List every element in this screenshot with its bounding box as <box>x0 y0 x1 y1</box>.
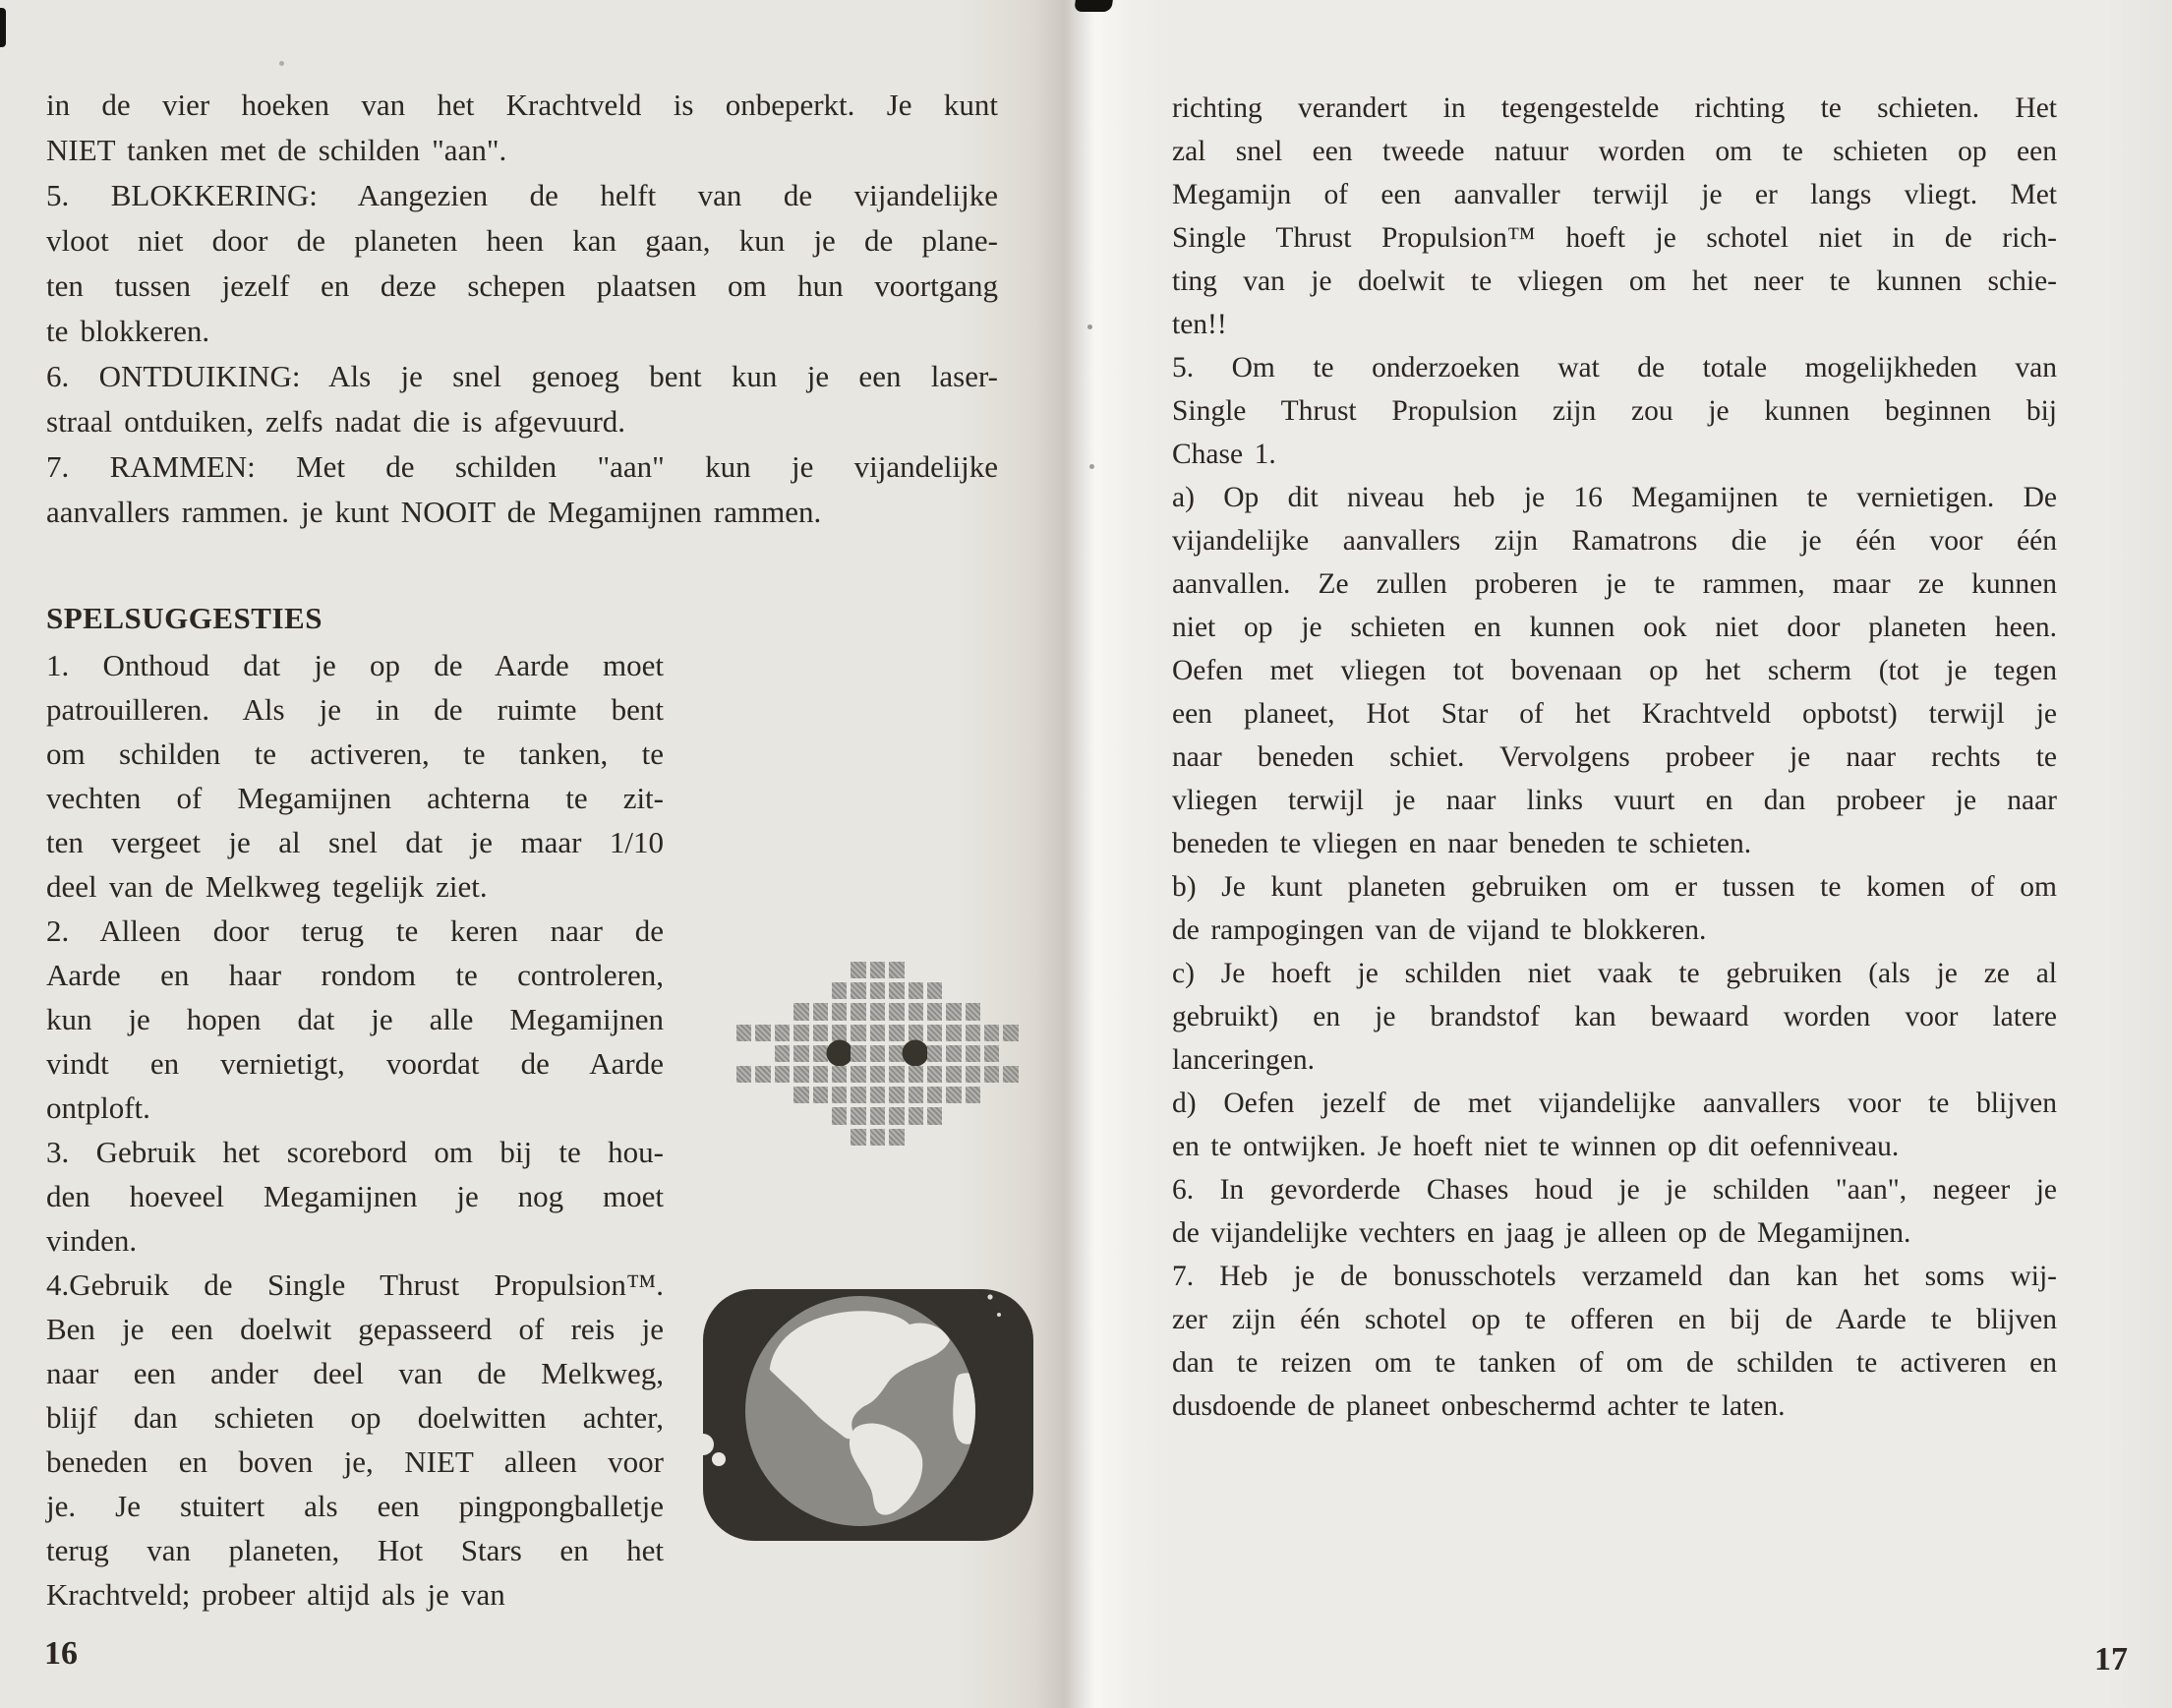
text-line: ten vergeet je al snel dat je maar 1/10 <box>46 825 664 859</box>
text-line: terug van planeten, Hot Stars en het <box>46 1533 664 1567</box>
text-line: Single Thrust Propulsion™ hoeft je schotel niet in de rich- <box>1172 222 2057 254</box>
text-line: dan te reizen om te tanken of om de schilden te activeren en <box>1172 1347 2057 1379</box>
text-line: ten!! <box>1172 309 1227 340</box>
text-line: en te ontwijken. Je hoeft niet te winnen op dit oefenniveau. <box>1172 1131 1900 1162</box>
scan-artifact-spine-mark <box>1074 0 1113 12</box>
text-line: b) Je kunt planeten gebruiken om er tussen te komen of om <box>1172 871 2057 903</box>
text-line: Oefen met vliegen tot bovenaan op het scherm (tot je tegen <box>1172 655 2057 686</box>
text-line: vechten of Megamijnen achterna te zit- <box>46 781 664 815</box>
text-line: Krachtveld; probeer altijd als je van <box>46 1577 505 1612</box>
text-line: straal ontduiken, zelfs nadat die is afgevuurd. <box>46 404 626 439</box>
text-line: 7. Heb je de bonusschotels verzameld dan kan het soms wij- <box>1172 1261 2057 1292</box>
text-line: vijandelijke aanvallers zijn Ramatrons die je één voor één <box>1172 525 2057 557</box>
earth-tv-figure <box>701 1281 1035 1547</box>
text-line: in de vier hoeken van het Krachtveld is onbeperkt. Je kunt <box>46 88 998 122</box>
text-line: 3. Gebruik het scorebord om bij te hou- <box>46 1135 664 1169</box>
earth-on-tv-screen <box>701 1281 1035 1547</box>
text-line: ten tussen jezelf en deze schepen plaatsen om hun voortgang <box>46 268 998 303</box>
text-line: Ben je een doelwit gepasseerd of reis je <box>46 1312 664 1346</box>
scan-curl-artifact <box>712 1452 726 1466</box>
section-heading: SPELSUGGESTIES <box>46 601 323 635</box>
text-line: ting van je doelwit te vliegen om het neer te kunnen schie- <box>1172 265 2057 297</box>
text-line: kun je hopen dat je alle Megamijnen <box>46 1002 664 1036</box>
tips-paragraphs <box>46 643 664 1617</box>
text-line: aanvallers rammen. je kunt NOOIT de Megamijnen rammen. <box>46 495 822 529</box>
text-line: 4.Gebruik de Single Thrust Propulsion™. <box>46 1267 664 1302</box>
text-line: dusdoende de planeet onbeschermd achter te laten. <box>1172 1390 1786 1422</box>
text-line: 7. RAMMEN: Met de schilden "aan" kun je vijandelijke <box>46 449 998 484</box>
text-line: Megamijn of een aanvaller terwijl je er langs vliegt. Met <box>1172 179 2057 210</box>
strategy-paragraphs <box>1172 87 2057 1428</box>
text-line: gebruikt) en je brandstof kan bewaard worden voor latere <box>1172 1001 2057 1032</box>
text-line: ontploft. <box>46 1090 150 1125</box>
text-line: 2. Alleen door terug te keren naar de <box>46 913 664 948</box>
text-line: zal snel een tweede natuur worden om te schieten op een <box>1172 136 2057 167</box>
text-line: Aarde en haar rondom te controleren, <box>46 958 664 992</box>
text-line: aanvallen. Ze zullen proberen je te rammen, maar ze kunnen <box>1172 568 2057 600</box>
text-line: om schilden te activeren, te tanken, te <box>46 736 664 771</box>
text-line: vloot niet door de planeten heen kan gaan, kun je de plane- <box>46 223 998 258</box>
text-line: c) Je hoeft je schilden niet vaak te gebruiken (als je ze al <box>1172 958 2057 989</box>
text-line: 1. Onthoud dat je op de Aarde moet <box>46 648 664 682</box>
text-line: patrouilleren. Als je in de ruimte bent <box>46 692 664 727</box>
text-line: lanceringen. <box>1172 1044 1315 1076</box>
text-line: naar beneden schiet. Vervolgens probeer je naar rechts te <box>1172 741 2057 773</box>
megamine-sprite <box>734 960 1021 1148</box>
text-line: niet op je schieten en kunnen ook niet door planeten heen. <box>1172 612 2057 643</box>
text-line: a) Op dit niveau heb je 16 Megamijnen te vernietigen. De <box>1172 482 2057 513</box>
text-line: blijf dan schieten op doelwitten achter, <box>46 1400 664 1435</box>
text-line: de vijandelijke vechters en jaag je alleen op de Megamijnen. <box>1172 1217 1911 1249</box>
text-line: 5. Om te onderzoeken wat de totale mogelijkheden van <box>1172 352 2057 383</box>
text-line: zer zijn één schotel op te offeren en bij de Aarde te blijven <box>1172 1304 2057 1335</box>
text-line: te blokkeren. <box>46 314 210 348</box>
text-line: NIET tanken met de schilden "aan". <box>46 133 507 167</box>
text-line: vliegen terwijl je naar links vuurt en dan probeer je naar <box>1172 785 2057 816</box>
text-line: 6. ONTDUIKING: Als je snel genoeg bent kun je een laser- <box>46 359 998 393</box>
text-line: vinden. <box>46 1223 138 1258</box>
text-line: vindt en vernietigt, voordat de Aarde <box>46 1046 664 1081</box>
text-line: den hoeveel Megamijnen je nog moet <box>46 1179 664 1213</box>
scan-artifact-specks <box>1087 324 1092 329</box>
text-line: 6. In gevorderde Chases houd je je schilden "aan", negeer je <box>1172 1174 2057 1206</box>
text-line: beneden en boven je, NIET alleen voor <box>46 1444 664 1479</box>
text-line: de rampogingen van de vijand te blokkeren. <box>1172 914 1707 946</box>
page-number-left: 16 <box>44 1635 78 1672</box>
text-line: je. Je stuitert als een pingpongballetje <box>46 1489 664 1523</box>
text-line: Single Thrust Propulsion zijn zou je kunnen beginnen bij <box>1172 395 2057 427</box>
text-line: richting verandert in tegengestelde richting te schieten. Het <box>1172 92 2057 124</box>
text-line: beneden te vliegen en naar beneden te schieten. <box>1172 828 1752 859</box>
text-line: een planeet, Hot Star of het Krachtveld opbotst) terwijl je <box>1172 698 2057 730</box>
text-line: Chase 1. <box>1172 439 1276 470</box>
text-line: deel van de Melkweg tegelijk ziet. <box>46 869 488 904</box>
text-line: naar een ander deel van de Melkweg, <box>46 1356 664 1390</box>
scan-artifact-edge-mark <box>0 8 6 47</box>
text-line: 5. BLOKKERING: Aangezien de helft van de vijandelijke <box>46 178 998 212</box>
text-line: d) Oefen jezelf de met vijandelijke aanvallers voor te blijven <box>1172 1088 2057 1119</box>
star-dot <box>997 1313 1001 1317</box>
rules-paragraphs <box>46 83 998 535</box>
page-number-right: 17 <box>2094 1641 2128 1678</box>
star-dot <box>987 1294 992 1299</box>
